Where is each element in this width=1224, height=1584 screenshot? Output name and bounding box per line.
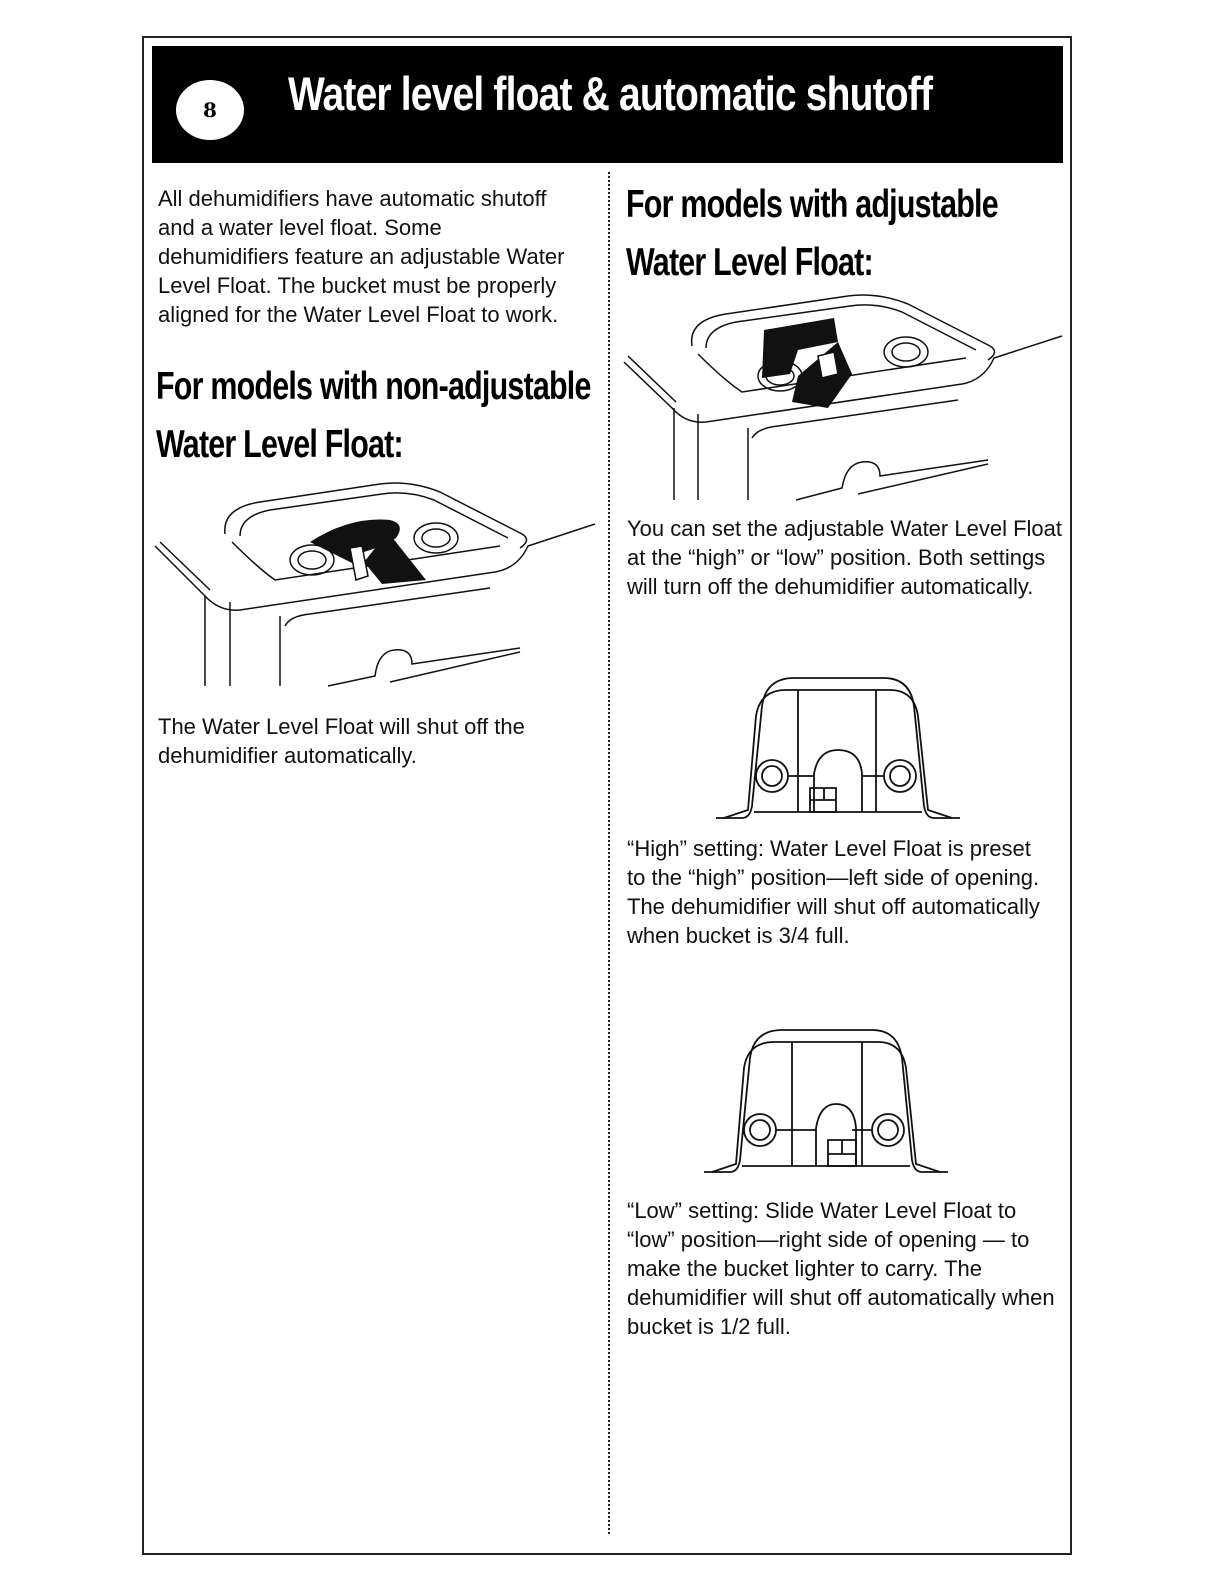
adjustable-float-illustration [622, 290, 1066, 502]
non-adjustable-heading-line2: Water Level Float: [156, 423, 403, 466]
non-adjustable-heading [156, 358, 591, 474]
step-number-badge: 8 [176, 80, 244, 140]
adjustable-heading-line1: For models with adjustable [626, 183, 998, 226]
adjustable-heading [626, 176, 998, 292]
intro-paragraph: All dehumidifiers have automatic shutoff and a water level float. Some dehumidifiers feature an adjustable Water Level Float. The bucket must be properly aligned for the Water Level Float to work. [158, 186, 565, 327]
non-adjustable-float-illustration [150, 476, 600, 688]
high-setting-caption: “High” setting: Water Level Float is preset to the “high” position—left side of opening. The dehumidifier will shut off automatically when bucket is 3/4 full. [627, 836, 1040, 948]
non-adjustable-heading-line1: For models with non-adjustable [156, 365, 591, 408]
adjustable-paragraph: You can set the adjustable Water Level Float at the “high” or “low” position. Both settings will turn off the dehumidifier automatically. [627, 516, 1062, 599]
non-adjustable-caption: The Water Level Float will shut off the dehumidifier automatically. [158, 714, 525, 768]
low-setting-diagram [702, 1028, 950, 1178]
column-divider [608, 172, 610, 1534]
adjustable-heading-line2: Water Level Float: [626, 241, 873, 284]
section-title: Water level float & automatic shutoff [288, 67, 933, 120]
low-setting-caption: “Low” setting: Slide Water Level Float to “low” position—right side of opening — to make the bucket lighter to carry. The dehumidifier will shut off automatically when bucket is 1/2 full. [627, 1198, 1055, 1339]
high-setting-diagram [714, 676, 962, 824]
